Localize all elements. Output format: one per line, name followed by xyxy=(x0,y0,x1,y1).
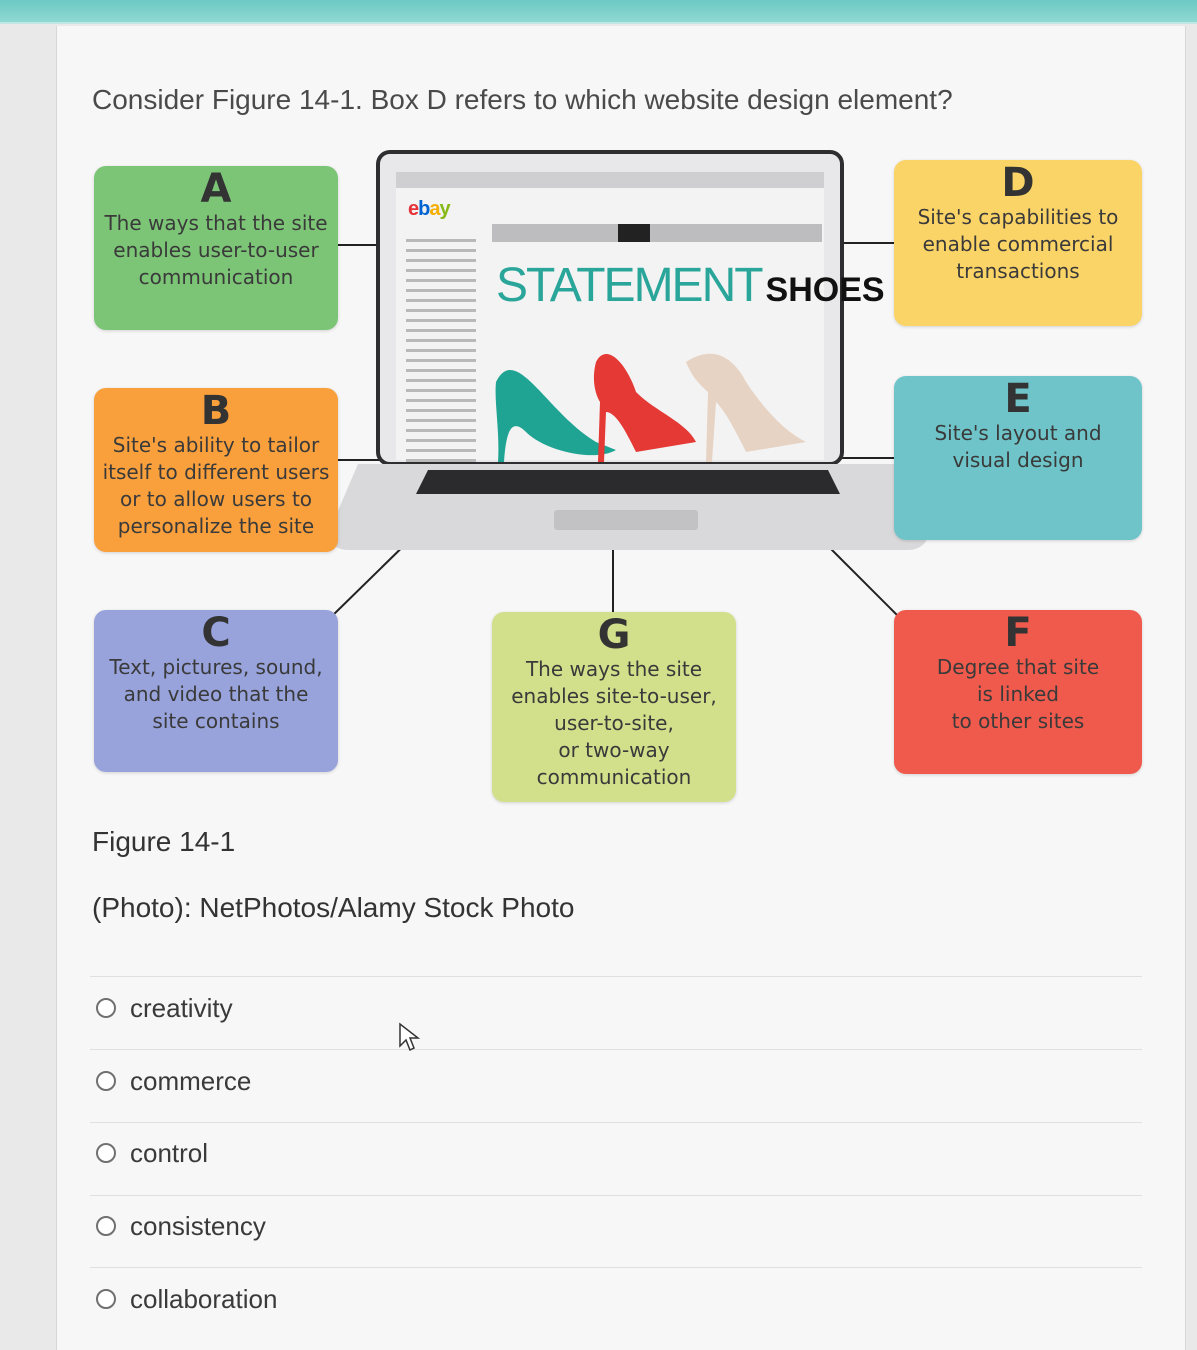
option-commerce[interactable] xyxy=(96,1061,251,1101)
laptop-keyboard-base xyxy=(328,464,928,554)
option-label: collaboration xyxy=(130,1283,278,1314)
divider xyxy=(90,1049,1142,1050)
radio-button[interactable] xyxy=(96,1289,116,1309)
promo-bar xyxy=(492,224,822,242)
box-g: G The ways the site enables site-to-user, user-to-site, or two-way communication xyxy=(492,612,736,802)
figure-caption: Figure 14-1 xyxy=(92,826,236,857)
laptop-screen-frame xyxy=(376,150,885,466)
option-control[interactable] xyxy=(96,1133,208,1173)
option-collaboration[interactable] xyxy=(96,1279,277,1319)
option-label: control xyxy=(130,1137,209,1168)
divider xyxy=(90,1122,1142,1123)
top-accent-bar xyxy=(0,0,1197,24)
option-label: consistency xyxy=(130,1210,266,1241)
ebay-logo: ebay xyxy=(408,198,450,220)
option-creativity[interactable] xyxy=(96,988,233,1028)
mouse-pointer-icon xyxy=(398,1022,420,1052)
figure-14-1 xyxy=(88,140,1148,810)
option-label: commerce xyxy=(130,1065,252,1096)
option-label: creativity xyxy=(130,992,233,1023)
box-f: F Degree that site is linked to other sites xyxy=(894,610,1142,774)
shoes-image xyxy=(486,322,816,462)
box-b: B Site's ability to tailor itself to different users or to allow users to personalize the site xyxy=(94,388,338,552)
side-menu-lines xyxy=(406,232,476,469)
screen-headline: STATEMENT SHOES xyxy=(496,259,885,312)
divider xyxy=(90,976,1142,977)
box-e: E Site's layout and visual design xyxy=(894,376,1142,540)
option-consistency[interactable] xyxy=(96,1206,266,1246)
photo-credit: (Photo): NetPhotos/Alamy Stock Photo xyxy=(92,892,575,923)
box-d: D Site's capabilities to enable commercial transactions xyxy=(894,160,1142,326)
laptop-screen xyxy=(396,172,885,460)
divider xyxy=(90,1195,1142,1196)
promo-tag xyxy=(618,224,650,242)
box-a: A The ways that the site enables user-to-user communication xyxy=(94,166,338,330)
radio-button[interactable] xyxy=(96,998,116,1018)
divider xyxy=(90,1267,1142,1268)
radio-button[interactable] xyxy=(96,1143,116,1163)
radio-button[interactable] xyxy=(96,1216,116,1236)
laptop-illustration xyxy=(328,148,928,556)
browser-bar xyxy=(396,172,824,188)
box-c: C Text, pictures, sound, and video that the site contains xyxy=(94,610,338,772)
radio-button[interactable] xyxy=(96,1071,116,1091)
question-text: Consider Figure 14-1. Box D refers to which website design element? xyxy=(92,84,953,115)
